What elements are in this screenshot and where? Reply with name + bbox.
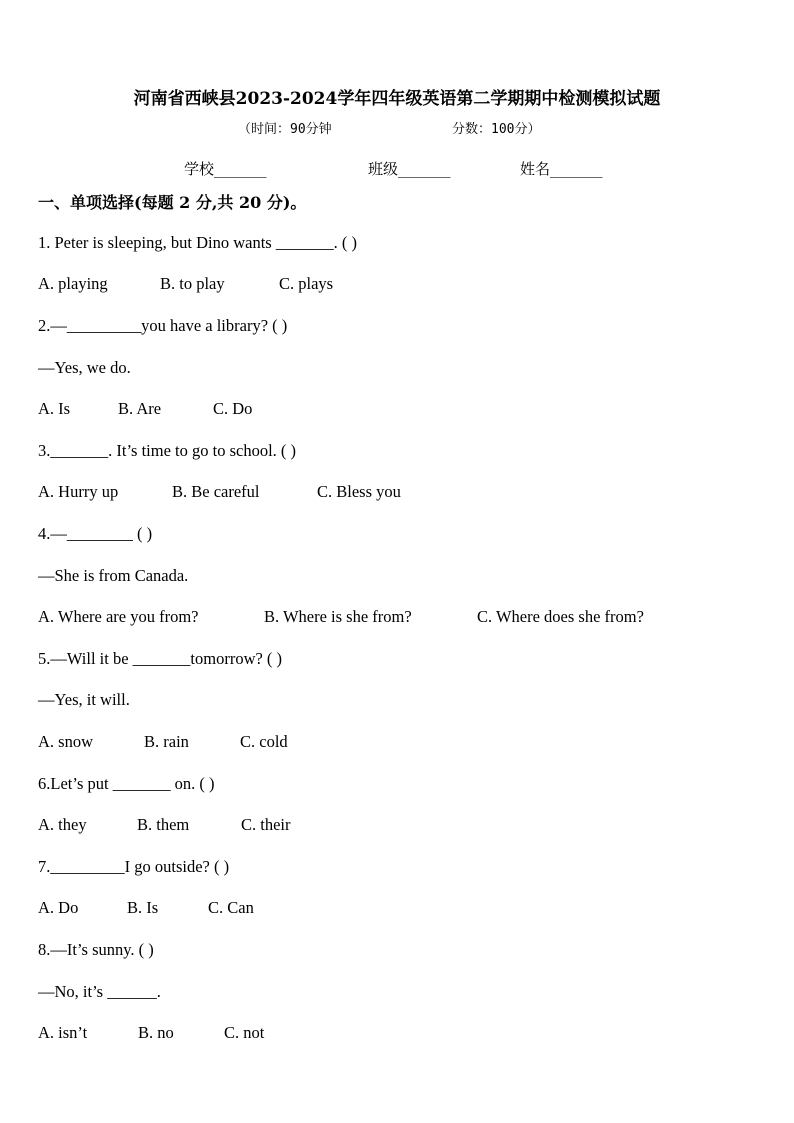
question-3-option-b: B. Be careful: [172, 482, 260, 501]
question-6-option-c: C. their: [241, 815, 291, 834]
question-1-option-b: B. to play: [160, 274, 225, 293]
exam-score: 分数：100分）: [452, 122, 541, 137]
question-5-answer-line: —Yes, it will.: [38, 690, 130, 709]
question-2-option-a: A. Is: [38, 399, 71, 418]
question-1-option-c: C. plays: [279, 274, 334, 293]
question-2-stem: 2.—_________you have a library? ( ): [38, 316, 288, 335]
question-4-stem: 4.—________ ( ): [38, 524, 153, 543]
question-5-option-b: B. rain: [144, 732, 189, 751]
class-field: 班级_______: [368, 160, 451, 178]
section-heading: 一、单项选择(每题 2 分,共 20 分)。: [38, 193, 307, 212]
question-1-stem: 1. Peter is sleeping, but Dino wants _______. ( ): [38, 233, 357, 252]
exam-title: 河南省西峡县2023-2024学年四年级英语第二学期期中检测模拟试题: [133, 89, 661, 109]
question-3-stem: 3._______. It’s time to go to school. ( ): [38, 441, 297, 460]
question-8-option-b: B. no: [138, 1023, 174, 1042]
question-3-option-a: A. Hurry up: [38, 482, 119, 501]
question-5-stem: 5.—Will it be _______tomorrow? ( ): [38, 649, 283, 668]
question-1-option-a: A. playing: [38, 274, 108, 293]
question-4-option-a: A. Where are you from?: [38, 607, 199, 626]
question-7-option-b: B. Is: [127, 898, 159, 917]
question-6-option-b: B. them: [137, 815, 190, 834]
question-7-option-c: C. Can: [208, 898, 254, 917]
question-5-option-a: A. snow: [38, 732, 94, 751]
question-8-option-a: A. isn’t: [38, 1023, 88, 1042]
question-7-option-a: A. Do: [38, 898, 79, 917]
question-6-option-a: A. they: [38, 815, 87, 834]
question-4-answer-line: —She is from Canada.: [38, 566, 189, 585]
question-8-answer-line: —No, it’s ______.: [38, 982, 161, 1001]
question-2-answer-line: —Yes, we do.: [38, 358, 131, 377]
name-field: 姓名_______: [520, 160, 603, 178]
question-5-option-c: C. cold: [240, 732, 288, 751]
question-4-option-c: C. Where does she from?: [477, 607, 644, 626]
school-field: 学校_______: [184, 160, 267, 178]
question-3-option-c: C. Bless you: [317, 482, 401, 501]
question-2-option-c: C. Do: [213, 399, 253, 418]
question-8-option-c: C. not: [224, 1023, 265, 1042]
question-4-option-b: B. Where is she from?: [264, 607, 412, 626]
question-7-stem: 7._________I go outside? ( ): [38, 857, 230, 876]
question-8-stem: 8.—It’s sunny. ( ): [38, 940, 154, 959]
question-2-option-b: B. Are: [118, 399, 162, 418]
question-6-stem: 6.Let’s put _______ on. ( ): [38, 774, 215, 793]
exam-time: （时间：90分钟: [238, 122, 332, 137]
